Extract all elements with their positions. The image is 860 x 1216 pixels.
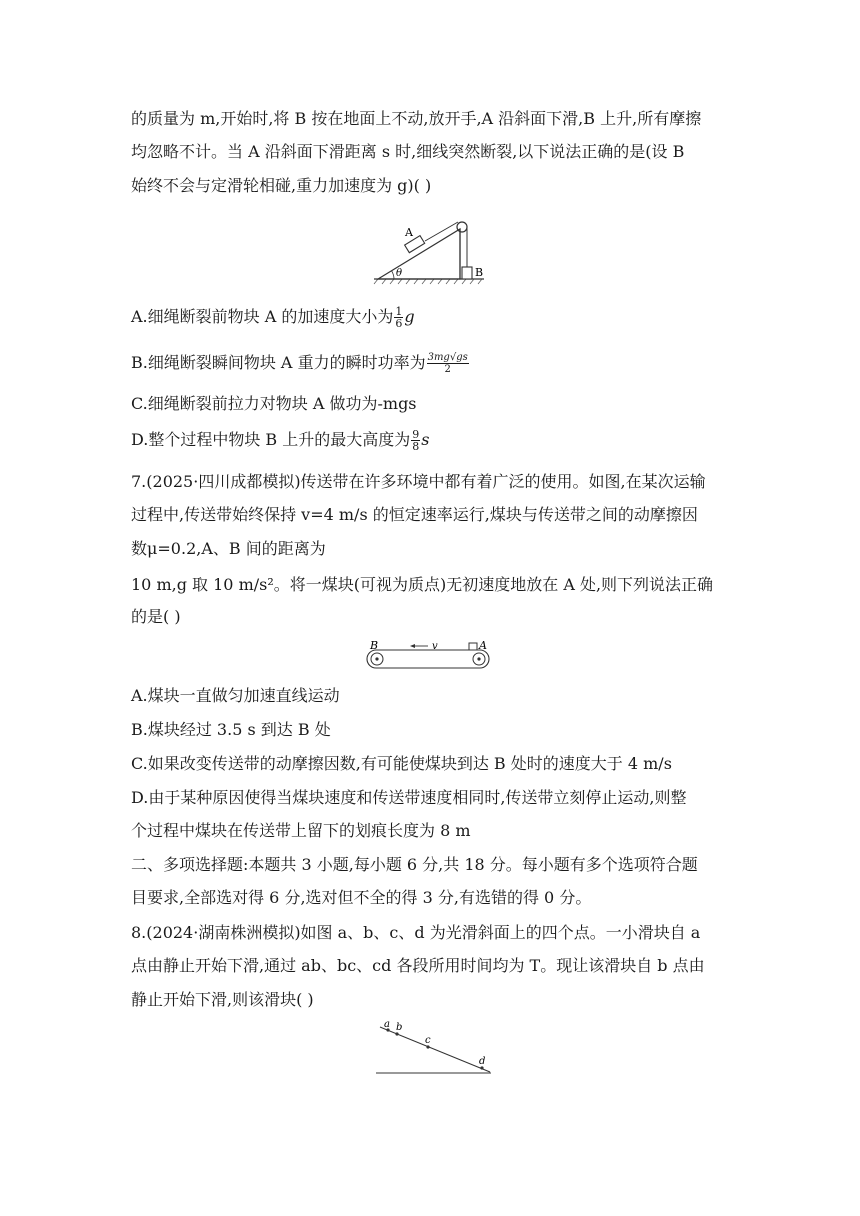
q7-figure-label-b: B: [370, 639, 379, 652]
q6-incline-pulley-figure: [372, 215, 492, 287]
q6-option-b-fraction: [427, 352, 469, 375]
q8-stem-line-3: 静止开始下滑,则该滑块( ): [131, 990, 314, 1009]
q7-option-d-line-1: D.由于某种原因使得当煤块速度和传送带速度相同时,传送带立刻停止运动,则整: [131, 788, 687, 807]
q7-option-a: A.煤块一直做匀加速直线运动: [131, 686, 340, 705]
q7-option-c: C.如果改变传送带的动摩擦因数,有可能使煤块到达 B 处时的速度大于 4 m/s: [131, 754, 672, 773]
q6-option-d-tail: s: [421, 430, 430, 449]
q6-figure-label-b: B: [475, 266, 484, 279]
q6-stem-line-3: 始终不会与定滑轮相碰,重力加速度为 g)( ): [131, 176, 432, 195]
section-2-header-line-1: 二、多项选择题:本题共 3 小题,每小题 6 分,共 18 分。每小题有多个选项符合题: [131, 855, 698, 874]
q6-option-b-denominator: 2: [444, 364, 451, 375]
q6-option-d-fraction: [411, 429, 420, 452]
q6-option-a: [131, 306, 415, 329]
q6-option-b: [131, 352, 470, 375]
q7-stem-line-1: 7.(2025·四川成都模拟)传送带在许多环境中都有着广泛的使用。如图,在某次运输: [131, 472, 706, 491]
q7-stem-line-5: 的是( ): [131, 607, 181, 626]
q8-incline-points-figure: [370, 1016, 496, 1080]
q6-option-d-denominator: 8: [412, 440, 420, 453]
q6-option-a-text: A.细绳断裂前物块 A 的加速度大小为: [131, 307, 394, 326]
q6-option-a-tail: g: [404, 307, 415, 326]
q7-figure-label-v: v: [432, 641, 438, 652]
q6-stem-line-1: 的质量为 m,开始时,将 B 按在地面上不动,放开手,A 沿斜面下滑,B 上升,所有摩擦: [131, 109, 702, 128]
q8-figure-label-c: c: [425, 1035, 431, 1046]
q6-figure-label-a: A: [405, 226, 413, 239]
q6-option-a-fraction: [394, 306, 403, 329]
section-2-header-line-2: 目要求,全部选对得 6 分,选对但不全的得 3 分,有选错的得 0 分。: [131, 888, 592, 907]
q8-figure-label-d: d: [479, 1056, 486, 1067]
q7-option-b: B.煤块经过 3.5 s 到达 B 处: [131, 720, 331, 739]
q6-option-d: [131, 429, 430, 452]
q8-figure-label-b: b: [396, 1022, 403, 1033]
q6-option-d-numerator: 9: [412, 428, 420, 441]
q7-stem-line-3: 数μ=0.2,A、B 间的距离为: [131, 539, 326, 558]
q7-stem-line-4: 10 m,g 取 10 m/s²。将一煤块(可视为质点)无初速度地放在 A 处,则下列说法正确: [131, 575, 714, 594]
q6-option-b-numerator: 3mg√gs: [427, 352, 468, 363]
q7-conveyor-belt-figure: [366, 638, 492, 672]
q7-stem-line-2: 过程中,传送带始终保持 v=4 m/s 的恒定速率运行,煤块与传送带之间的动摩擦因: [131, 505, 698, 524]
q8-stem-line-1: 8.(2024·湖南株洲模拟)如图 a、b、c、d 为光滑斜面上的四个点。一小滑块自 a: [131, 923, 701, 942]
q7-option-d-line-2: 个过程中煤块在传送带上留下的划痕长度为 8 m: [131, 821, 471, 840]
q6-option-d-text: D.整个过程中物块 B 上升的最大高度为: [131, 430, 411, 449]
q6-option-a-numerator: 1: [395, 305, 403, 318]
q6-stem-line-2: 均忽略不计。当 A 沿斜面下滑距离 s 时,细线突然断裂,以下说法正确的是(设 B: [131, 142, 685, 161]
q8-stem-line-2: 点由静止开始下滑,通过 ab、bc、cd 各段所用时间均为 T。现让该滑块自 b 点由: [131, 956, 705, 975]
q6-option-a-denominator: 6: [395, 317, 403, 330]
q6-figure-label-theta: θ: [396, 268, 403, 279]
q6-option-b-text: B.细绳断裂瞬间物块 A 重力的瞬时功率为: [131, 353, 426, 372]
q8-figure-label-a: a: [384, 1019, 390, 1030]
q7-figure-label-a: A: [479, 639, 487, 652]
q6-option-c: C.细绳断裂前拉力对物块 A 做功为-mgs: [131, 394, 417, 413]
